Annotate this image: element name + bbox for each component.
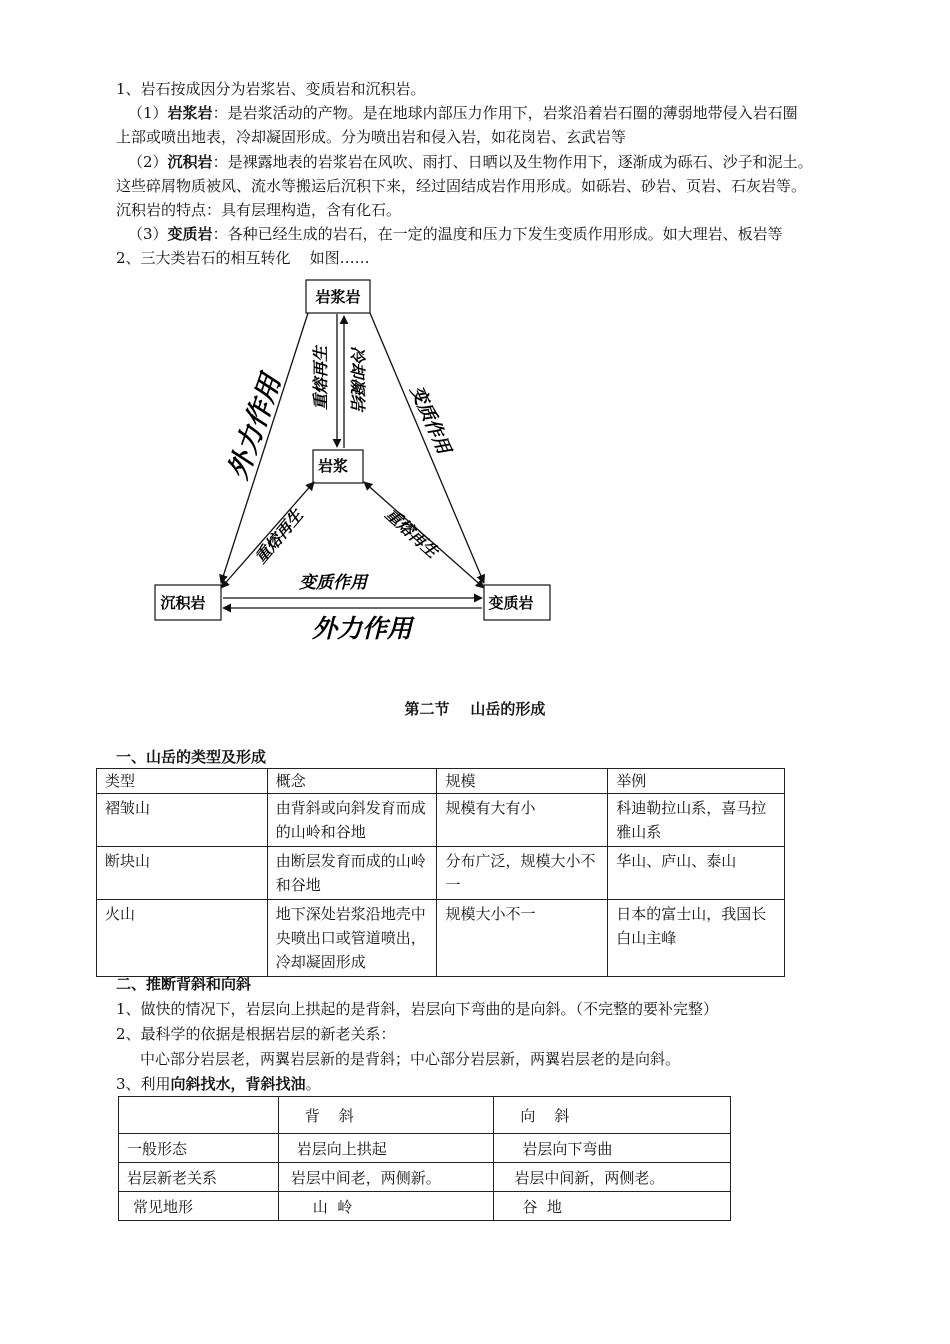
header-cell: 背 斜: [278, 1097, 494, 1134]
header-cell: 举例: [608, 769, 785, 794]
table-cell: 科迪勒拉山系，喜马拉雅山系: [608, 794, 785, 847]
part1-heading: 一、山岳的类型及形成: [116, 748, 267, 766]
header-cell: [119, 1097, 279, 1134]
table-cell: 褶皱山: [97, 794, 268, 847]
part2-line3: 中心部分岩层老，两翼岩层新的是背斜；中心部分岩层新，两翼岩层老的是向斜。: [140, 1050, 681, 1068]
metamorphic-term: 变质岩: [167, 225, 213, 243]
igneous-node-label: 岩浆岩: [315, 288, 361, 306]
remelt-right-label: 重熔再生: [381, 504, 442, 562]
table-cell: 由断层发育而成的山岭和谷地: [267, 847, 437, 900]
sedimentary-paragraph-line1: [128, 150, 813, 174]
part2-line4: [116, 1072, 321, 1096]
table-cell: 岩层新老关系: [119, 1163, 279, 1192]
line4-prefix: 3、利用: [116, 1075, 171, 1093]
sedimentary-paragraph-line2: 这些碎屑物质被风、流水等搬运后沉积下来，经过固结成岩作用形成。如砾岩、砂岩、页岩、石灰岩等。: [116, 177, 807, 195]
magma-node-label: 岩浆: [317, 457, 349, 475]
remelt-left-label: 重熔再生: [250, 505, 307, 568]
part2-line1: 1、做快的情况下，岩层向上拱起的是背斜，岩层向下弯曲的是向斜。（不完整的要补完整）: [116, 1000, 719, 1018]
sedimentary-term: 沉积岩: [167, 153, 213, 171]
bottom-metamorphism-label: 变质作用: [299, 573, 367, 593]
table-cell: 由背斜或向斜发育而成的山岭和谷地: [267, 794, 437, 847]
header-cell: 概念: [267, 769, 437, 794]
metamorphic-text: ：各种已经生成的岩石，在一定的温度和压力下发生变质作用形成。如大理岩、板岩等: [212, 225, 783, 243]
section-title: 第二节 山岳的形成: [404, 700, 546, 718]
anticline-syncline-table: [118, 1096, 731, 1221]
header-cell: 类型: [97, 769, 268, 794]
table-cell: 地下深处岩浆沿地壳中央喷出口或管道喷出，冷却凝固形成: [267, 900, 437, 977]
item-number: （1）: [128, 104, 168, 122]
remelt-vertical-label: 重熔再生: [311, 345, 330, 411]
table-cell: 规模大小不一: [437, 900, 608, 977]
table-cell: 岩层向下弯曲: [494, 1134, 731, 1163]
igneous-term: 岩浆岩: [167, 104, 213, 122]
item-number: （2）: [128, 153, 168, 171]
rock-cycle-intro: 2、三大类岩石的相互转化 如图……: [116, 249, 370, 267]
table-row: [119, 1192, 731, 1221]
table-cell: 日本的富士山，我国长白山主峰: [608, 900, 785, 977]
rock-cycle-diagram: [0, 270, 950, 670]
table-cell: 岩层向上拱起: [278, 1134, 494, 1163]
table-cell: 山 岭: [278, 1192, 494, 1221]
table-row: [119, 1163, 731, 1192]
table-cell: 岩层中间老，两侧新。: [278, 1163, 494, 1192]
part2-line2: 2、最科学的依据是根据岩层的新老关系：: [116, 1025, 396, 1043]
table-cell: 火山: [97, 900, 268, 977]
item-number: （3）: [128, 225, 168, 243]
igneous-paragraph-line1: [128, 101, 798, 125]
header-cell: 向 斜: [494, 1097, 731, 1134]
table-header-row: [97, 769, 785, 794]
compare-header-row: [119, 1097, 731, 1134]
table-row: [119, 1134, 731, 1163]
metamorphic-paragraph: [128, 222, 783, 246]
igneous-text: ：是岩浆活动的产物。是在地球内部压力作用下，岩浆沿着岩石圈的薄弱地带侵入岩石圈: [212, 104, 798, 122]
bottom-weathering-label: 外力作用: [311, 614, 413, 643]
sedimentary-node-label: 沉积岩: [160, 594, 206, 612]
header-cell: 规模: [437, 769, 608, 794]
table-cell: 常见地形: [119, 1192, 279, 1221]
table-row: [97, 847, 785, 900]
rock-classification-line: 1、岩石按成因分为岩浆岩、变质岩和沉积岩。: [116, 80, 426, 98]
sedimentary-paragraph-line3: 沉积岩的特点：具有层理构造，含有化石。: [116, 201, 402, 219]
cooling-vertical-label: 冷却凝结: [348, 345, 367, 411]
mountain-types-table: [96, 768, 785, 977]
left-label-weathering: 外力作用: [222, 371, 288, 484]
table-cell: 谷 地: [494, 1192, 731, 1221]
line4-emphasis: 向斜找水，背斜找油: [170, 1075, 306, 1093]
metamorphic-node-label: 变质岩: [488, 594, 534, 612]
sedimentary-text: ：是裸露地表的岩浆岩在风吹、雨打、日晒以及生物作用下，逐渐成为砾石、沙子和泥土。: [212, 153, 813, 171]
table-cell: 规模有大有小: [437, 794, 608, 847]
table-cell: 分布广泛，规模大小不一: [437, 847, 608, 900]
table-cell: 断块山: [97, 847, 268, 900]
table-cell: 岩层中间新，两侧老。: [494, 1163, 731, 1192]
right-label-metamorphism: 变质作用: [405, 382, 455, 457]
igneous-paragraph-line2: 上部或喷出地表，冷却凝固形成。分为喷出岩和侵入岩，如花岗岩、玄武岩等: [116, 128, 627, 146]
table-cell: 华山、庐山、泰山: [608, 847, 785, 900]
line4-suffix: 。: [305, 1075, 321, 1093]
table-cell: 一般形态: [119, 1134, 279, 1163]
table-row: [97, 794, 785, 847]
table-row: [97, 900, 785, 977]
part2-heading: 二、推断背斜和向斜: [116, 975, 252, 993]
